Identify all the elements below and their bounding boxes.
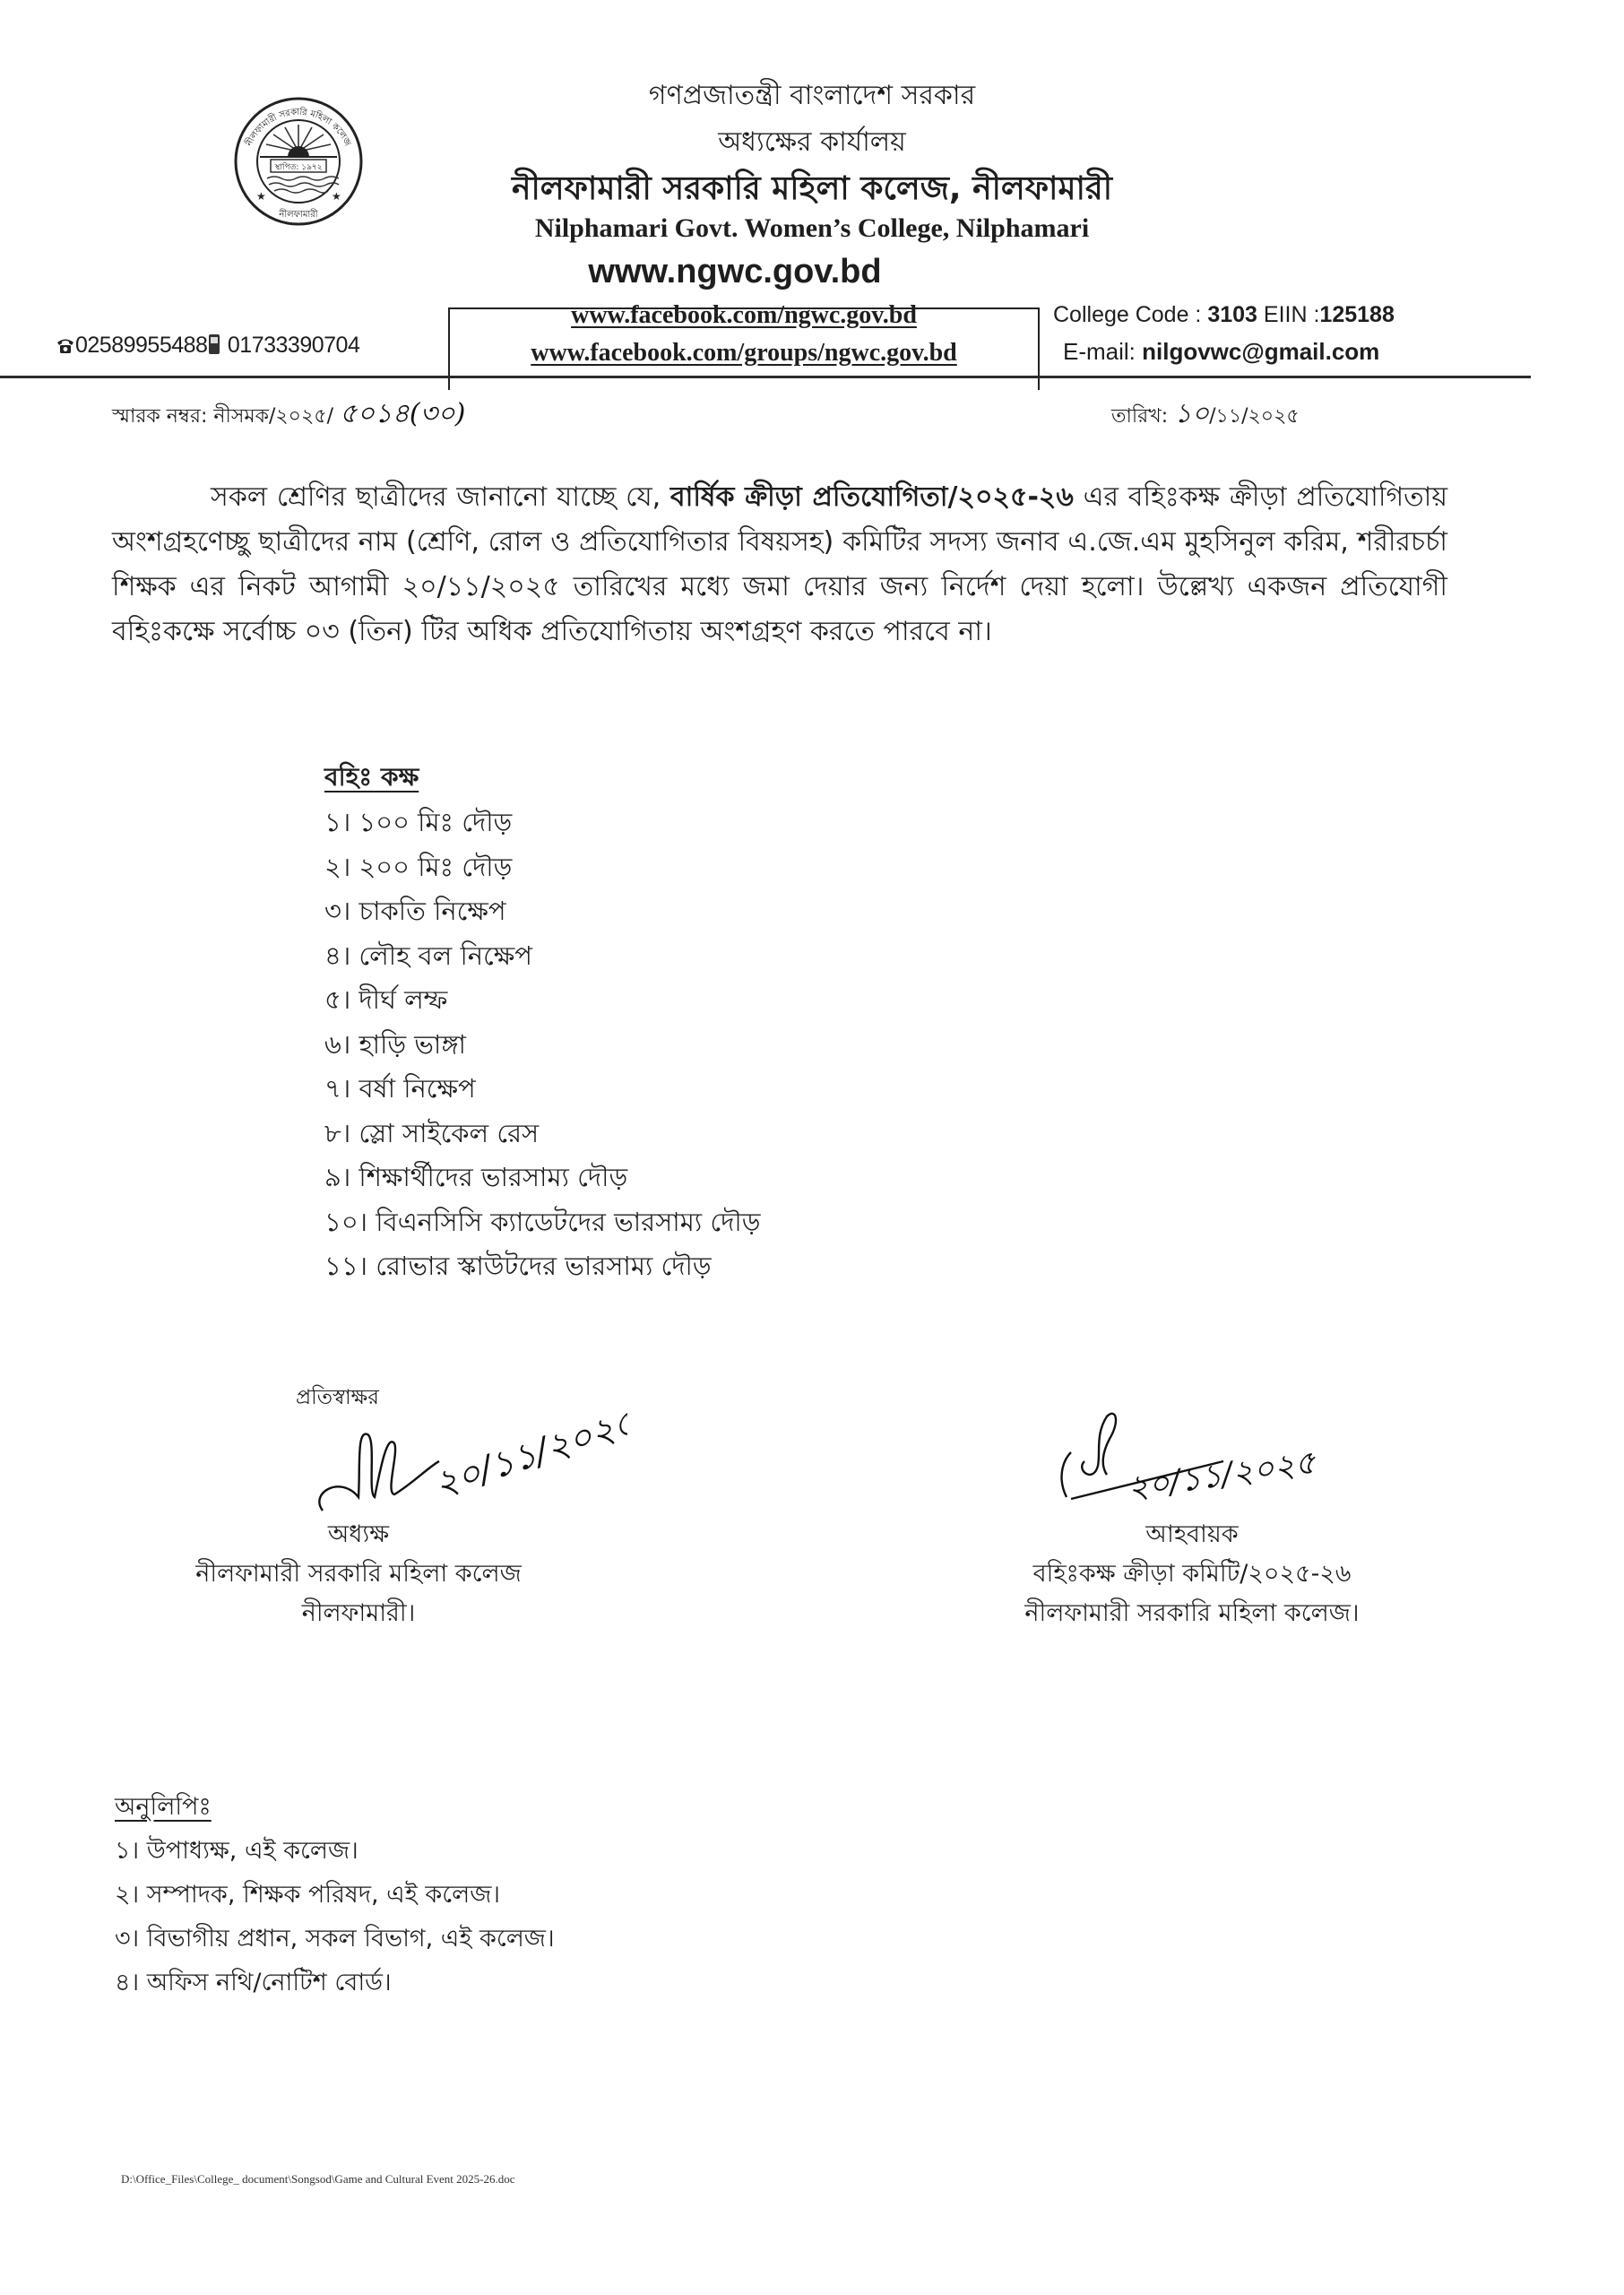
document-file-path: D:\Office_Files\College_ document\Songsod\Game and Cultural Event 2025-26.doc	[121, 2172, 515, 2186]
events-list-title: বহিঃ কক্ষ	[324, 762, 419, 792]
contact-phones	[56, 333, 359, 361]
signature-icon	[305, 1412, 627, 1529]
event-item: ১১। রোভার স্কাউটদের ভারসাম্য দৌড়	[324, 1251, 712, 1281]
event-item: ৬। হাড়ি ভাঙ্গা	[324, 1028, 466, 1060]
principal-org: নীলফামারী সরকারি মহিলা কলেজ	[195, 1560, 522, 1588]
convener-signature-date: ২০/১১/২০২৫	[1125, 1443, 1318, 1507]
convener-title: আহবায়ক	[1145, 1520, 1239, 1548]
memo-number	[112, 392, 465, 437]
copy-item: ২। সম্পাদক, শিক্ষক পরিষদ, এই কলেজ।	[115, 1881, 501, 1909]
college-code: 3103	[1207, 302, 1257, 327]
convener-org: নীলফামারী সরকারি মহিলা কলেজ।	[1024, 1599, 1360, 1627]
event-item: ৩। চাকতি নিক্ষেপ	[324, 896, 506, 926]
convener-committee: বহিঃকক্ষ ক্রীড়া কমিটি/২০২৫-২৬	[1032, 1560, 1352, 1588]
principal-block	[134, 1515, 583, 1633]
principal-signature-date: ২০/১১/২০২৫	[428, 1412, 627, 1506]
email-label: E-mail:	[1063, 338, 1143, 365]
event-item: ৫। দীর্ঘ লম্ফ	[324, 984, 448, 1015]
convener-signature	[995, 1399, 1461, 1515]
copy-item: ১। উপাধ্যক্ষ, এই কলেজ।	[115, 1837, 358, 1865]
eiin-label: EIIN :	[1257, 302, 1320, 327]
principal-title: অধ্যক্ষ	[327, 1520, 390, 1548]
countersign-label: প্রতিস্বাক্ষর	[296, 1386, 379, 1409]
principal-signature	[305, 1412, 627, 1529]
svg-text:★: ★	[332, 190, 341, 203]
header-divider	[0, 376, 1531, 378]
body-part-2: এর বহিঃকক্ষ ক্রীড়া প্রতিযোগিতায় অংশগ্রহণেচ্ছু ছাত্রীদের নাম (শ্রেণি, রোল ও প্রতিযোগিতার বিষয়সহ) কমিটির সদস্য জনাব এ.জে.এম মুহসিনুল করিম, শরীরচর্চা শিক্ষক এর নিকট আগামী ২০/১১/২০২৫ তারিখের মধ্যে জমা দেয়ার জন্য নির্দেশ দেয়া হলো। উল্লেখ্য একজন প্রতিযোগী বহিঃকক্ষে সর্বোচ্চ ০৩ (তিন) টির অধিক প্রতিযোগিতায় অংশগ্রহণ করতে পারবে না।	[112, 481, 1448, 647]
website-link[interactable]: www.ngwc.gov.bd	[588, 253, 882, 290]
date-handwritten-day: ১০	[1174, 398, 1210, 429]
memo-label: স্মারক নম্বর: নীসমক/২০২৫/	[112, 405, 340, 428]
govt-title: গণপ্রজাতন্ত্রী বাংলাদেশ সরকার	[648, 80, 976, 111]
date-label: তারিখ:	[1111, 405, 1175, 428]
event-item: ১। ১০০ মিঃ দৌড়	[324, 807, 513, 837]
mobile-phone-icon	[207, 333, 221, 361]
emblem-bottom-text: নীলফামারী	[279, 210, 318, 220]
college-name-english: Nilphamari Govt. Women’s College, Nilphamari	[534, 213, 1090, 243]
emblem-ring-text: নীলফামারী সরকারি মহিলা কলেজ	[244, 107, 353, 148]
copy-list	[115, 1829, 555, 2005]
facebook-group-link[interactable]: www.facebook.com/groups/ngwc.gov.bd	[531, 339, 957, 367]
phone-number[interactable]: 02589955488	[75, 333, 208, 358]
event-item: ২। ২০০ মিঃ দৌড়	[324, 851, 513, 882]
office-title: অধ্যক্ষের কার্যালয়	[718, 126, 906, 158]
event-item: ১০। বিএনসিসি ক্যাডেটদের ভারসাম্য দৌড়	[324, 1206, 761, 1237]
college-codes	[1053, 302, 1395, 328]
email-address[interactable]: nilgovwc@gmail.com	[1142, 338, 1380, 365]
body-part-1: সকল শ্রেণির ছাত্রীদের জানানো যাচ্ছে যে,	[211, 481, 670, 513]
mobile-number[interactable]: 01733390704	[227, 333, 360, 358]
convener-block	[968, 1515, 1416, 1633]
event-item: ৯। শিক্ষার্থীদের ভারসাম্য দৌড়	[324, 1162, 628, 1192]
events-list	[324, 801, 760, 1289]
emblem-banner-text: স্থাপিত: ১৯৭২	[274, 163, 323, 172]
svg-text:★: ★	[256, 190, 266, 203]
college-email	[1063, 338, 1379, 366]
eiin-number: 125188	[1319, 302, 1395, 327]
copy-item: ৪। অফিস নথি/নোটিশ বোর্ড।	[115, 1969, 392, 1996]
date-rest: /১১/২০২৫	[1209, 405, 1300, 428]
college-code-label: College Code :	[1053, 302, 1208, 327]
signature-icon	[995, 1399, 1461, 1515]
body-event-name: বার্ষিক ক্রীড়া প্রতিযোগিতা/২০২৫-২৬	[669, 481, 1074, 513]
memo-handwritten-number: ৫০১৪(৩০)	[339, 398, 466, 429]
event-item: ৪। লৌহ বল নিক্ষেপ	[324, 940, 532, 971]
college-name-bangla: নীলফামারী সরকারি মহিলা কলেজ, নীলফামারী	[511, 170, 1113, 207]
telephone-icon	[56, 335, 75, 361]
event-item: ৭। বর্ষা নিক্ষেপ	[324, 1073, 476, 1104]
notice-body	[112, 475, 1447, 654]
issue-date	[1111, 392, 1300, 437]
copy-list-title: অনুলিপিঃ	[115, 1793, 212, 1821]
event-item: ৮। স্লো সাইকেল রেস	[324, 1117, 540, 1148]
principal-place: নীলফামারী।	[301, 1599, 416, 1627]
facebook-page-link[interactable]: www.facebook.com/ngwc.gov.bd	[571, 301, 917, 329]
copy-item: ৩। বিভাগীয় প্রধান, সকল বিভাগ, এই কলেজ।	[115, 1925, 555, 1953]
